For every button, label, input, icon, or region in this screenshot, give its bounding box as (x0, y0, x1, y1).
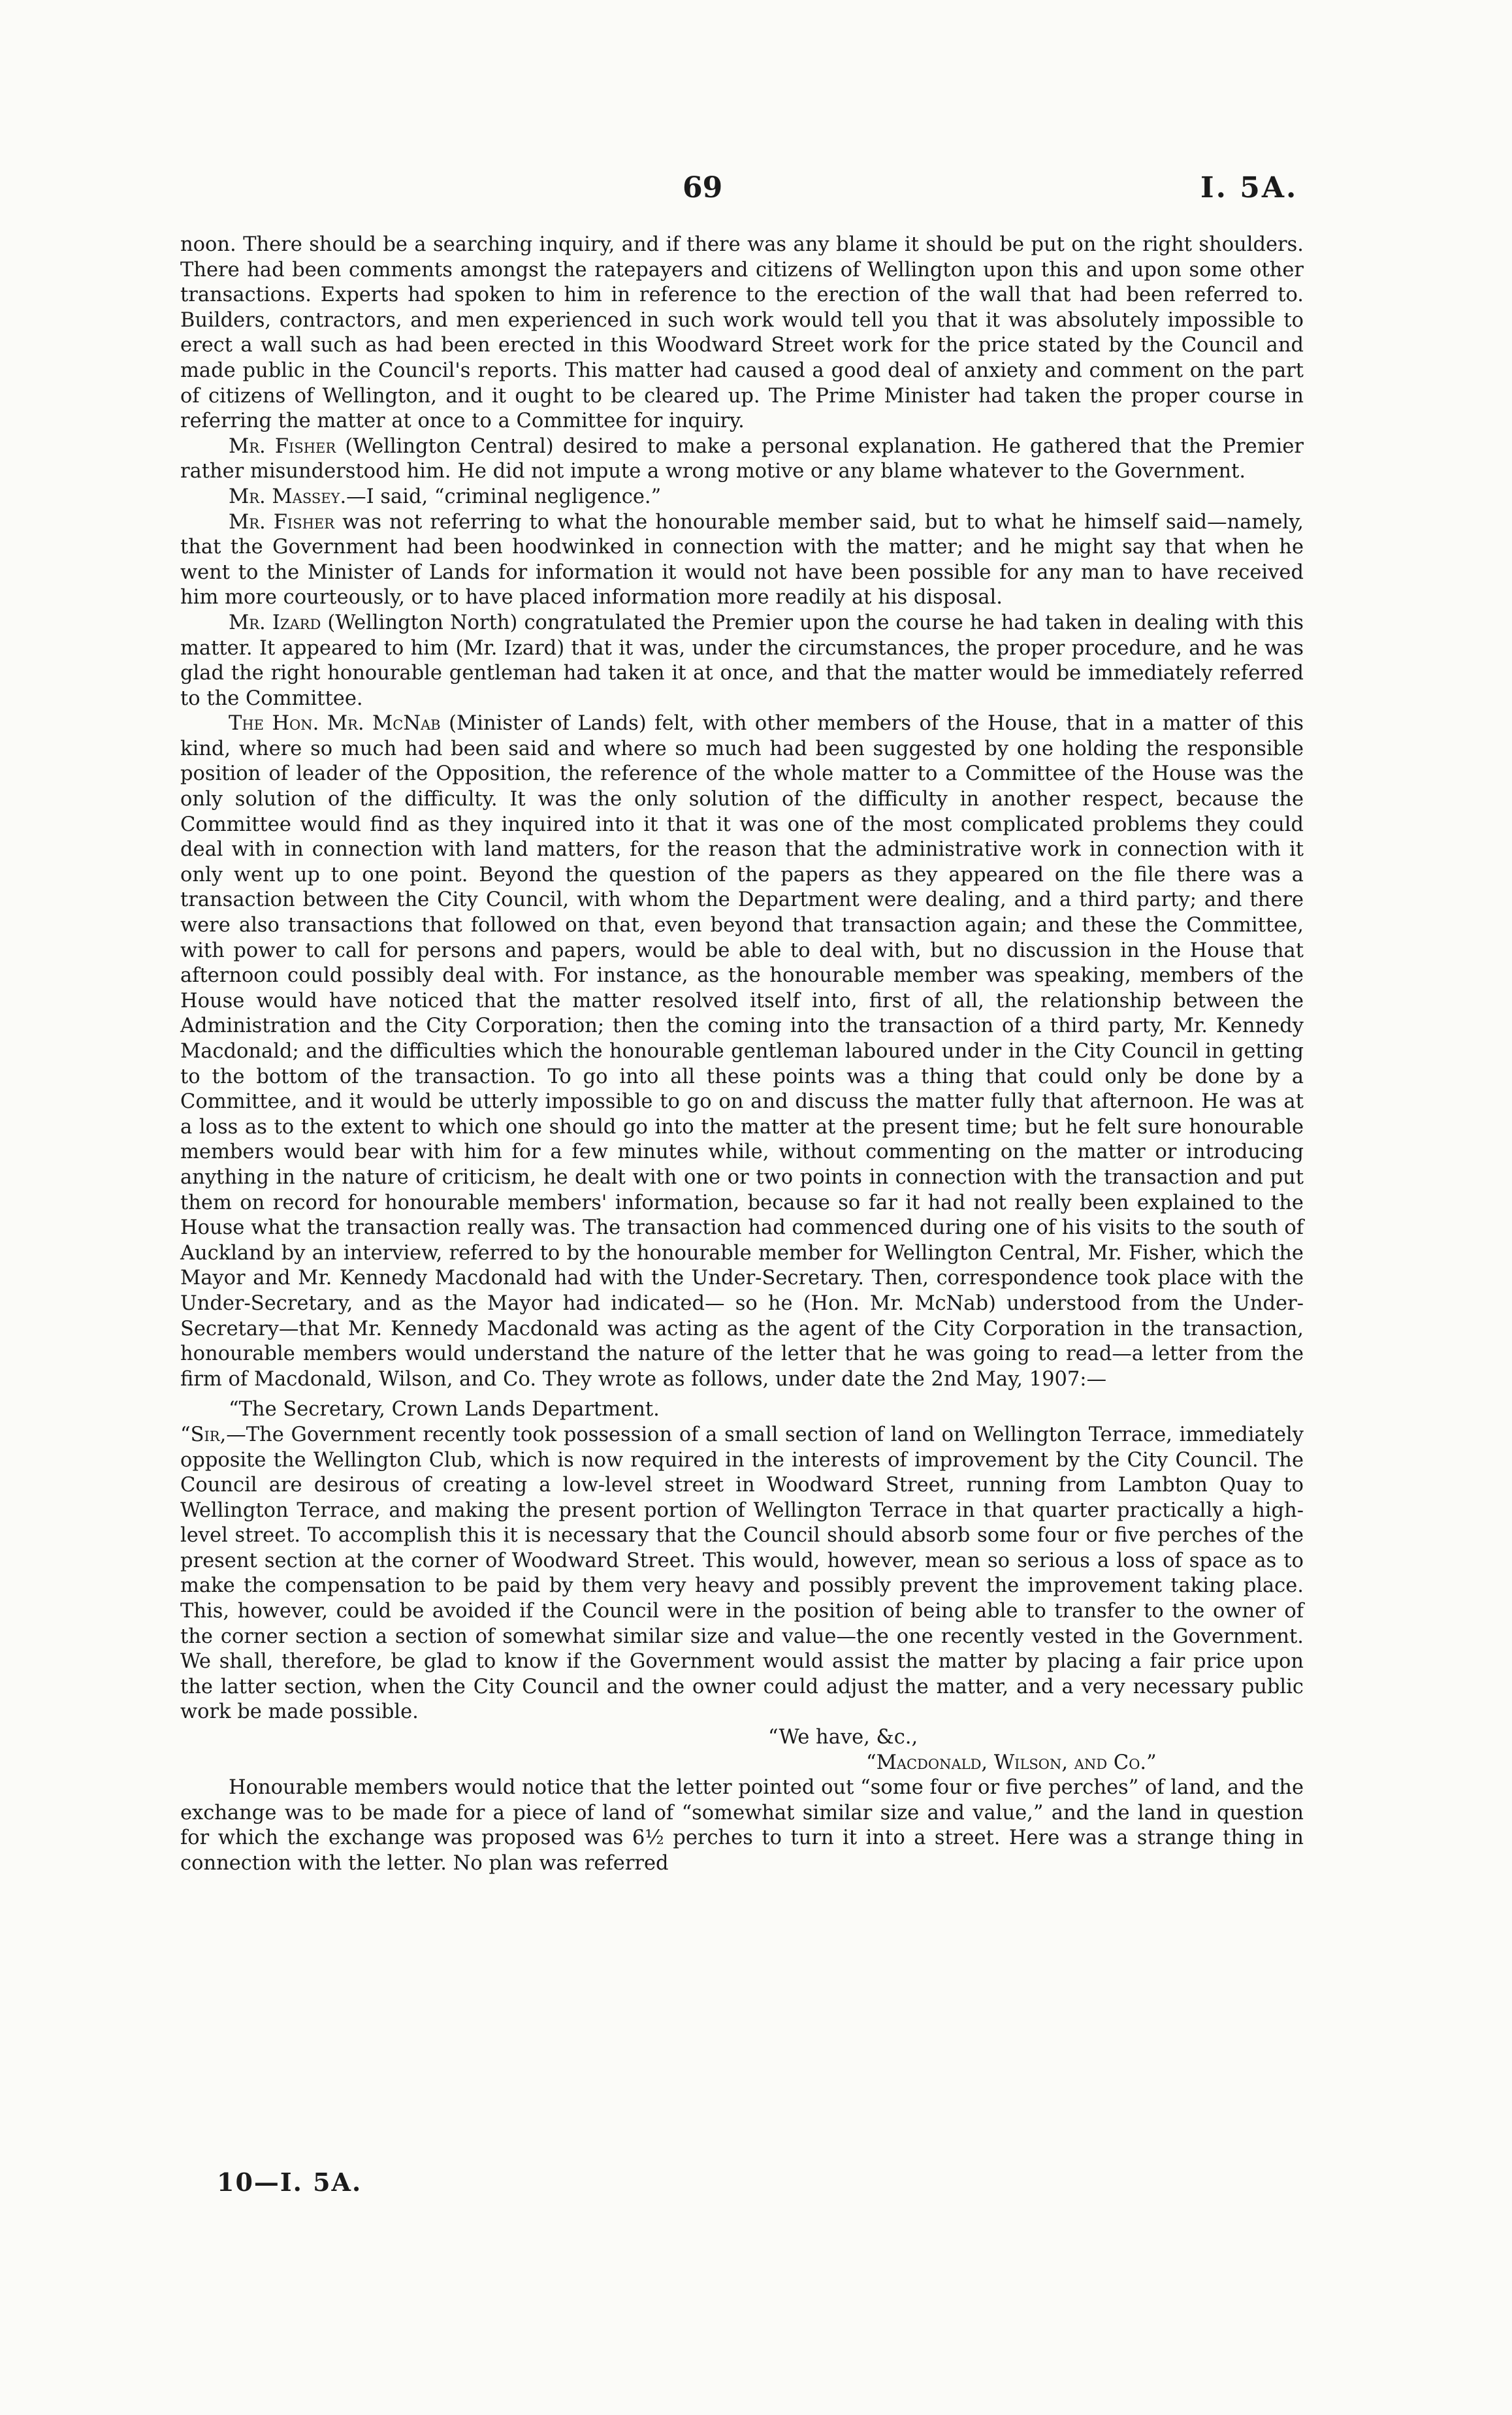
letter-text: ,—The Government recently took possession of a small section of land on Wellington Terrace, immediately opposite the Wellington Club, which is now required in the interests of improvement by the City Council. The Council are desirous of creating a low-level street in Woodward Street, running from Lambton Quay to Wellington Terrace, and making the present portion of Wellington Terrace in that quarter practically a high-level street. To accomplish this it is necessary that the Council should absorb some four or five perches of the present section at the corner of Woodward Street. This would, however, mean so serious a loss of space as to make the compensation to be paid by them very heavy and possibly prevent the improvement taking place. This, however, could be avoided if the Council were in the position of being able to transfer to the owner of the corner section a section of somewhat similar size and value—the one recently vested in the Government. We shall, therefore, be glad to know if the Government would assist the matter by placing a fair price upon the latter section, when the City Council and the owner could adjust the matter, and a very necessary public work be made possible. (180, 1423, 1304, 1724)
paragraph-text: (Wellington North) congratulated the Premier upon the course he had taken in dealing with this matter. It appeared to him (Mr. Izard) that it was, under the circumstances, the proper procedure, and he was glad the right honourable gentleman had taken it at once, and that the matter would be immediately referred to the Committee. (180, 611, 1304, 710)
speaker-name: Mr. Fisher (229, 510, 335, 534)
paragraph-2 (180, 434, 1304, 485)
speaker-name: Mr. Fisher (229, 434, 336, 458)
paragraph-6 (180, 711, 1304, 1392)
paragraph-closing: Honourable members would notice that the letter pointed out “some four or five perches” of land, and the exchange was to be made for a piece of land of “somewhat similar size and value,” and the land in question for which the exchange was proposed was 6½ perches to turn it into a street. Here was a strange thing in connection with the letter. No plan was referred (180, 1776, 1304, 1875)
paragraph-3 (180, 485, 1304, 510)
letter-salutation: “Sir (180, 1423, 220, 1446)
page-number: 69 (683, 171, 723, 204)
paragraph-text: .—I said, “criminal negligence.” (340, 485, 662, 508)
speaker-name: The Hon. Mr. McNab (229, 712, 441, 736)
paragraph-text: was not referring to what the honourable member said, but to what he himself said—namely, that the Government had been hoodwinked in connection with the matter; and he might say that when he went to the Minister of Lands for information it would not have been possible for any man to have received him more courteously, or to have placed information more readily at his disposal. (180, 510, 1304, 609)
paragraph-5 (180, 611, 1304, 711)
document-code: I. 5A. (1200, 171, 1298, 204)
body-text (180, 233, 1304, 1877)
signature-mark: 10—I. 5A. (217, 2167, 362, 2197)
letter-addressee: “The Secretary, Crown Lands Department. (229, 1398, 660, 1421)
paragraph-4 (180, 510, 1304, 611)
speaker-name: Mr. Massey (229, 485, 340, 508)
letter-signature: “Macdonald, Wilson, and Co.” (866, 1751, 1157, 1774)
letter-closing: “We have, &c., (768, 1726, 918, 1749)
paragraph-text: noon. There should be a searching inquiry, and if there was any blame it should be put on the right shoulders. There had been comments amongst the ratepayers and citizens of Wellington upon this and upon some other transactions. Experts had spoken to him in reference to the erection of the wall that had been referred to. Builders, contractors, and men experienced in such work would tell you that it was absolutely impossible to erect a wall such as had been erected in this Woodward Street work for the price stated by the Council and made public in the Council's reports. This matter had caused a good deal of anxiety and comment on the part of citizens of Wellington, and it ought to be cleared up. The Prime Minister had taken the proper course in referring the matter at once to a Committee for inquiry. (180, 233, 1304, 433)
letter-body (180, 1423, 1304, 1725)
paragraph-text: (Minister of Lands) felt, with other members of the House, that in a matter of this kind, where so much had been said and where so much had been suggested by one holding the responsible position of leader of the Opposition, the reference of the whole matter to a Committee of the House was the only solution of the difficulty. It was the only solution of the difficulty in another respect, because the Committee would find as they inquired into it that it was one of the most complicated problems they could deal with in connection with land matters, for the reason that the administrative work in connection with it only went up to one point. Beyond the question of the papers as they appeared on the file there was a transaction between the City Council, with whom the Department were dealing, and a third party; and there were also transactions that followed on that, even beyond that transaction again; and these the Committee, with power to call for persons and papers, would be able to deal with, but no discussion in the House that afternoon could possibly deal with. For instance, as the honourable member was speaking, members of the House would have noticed that the matter resolved itself into, first of all, the relationship between the Administration and the City Corporation; then the coming into the transaction of a third party, Mr. Kennedy Macdonald; and the difficulties which the honourable gentleman laboured under in the City Council in getting to the bottom of the transaction. To go into all these points was a thing that could only be done by a Committee, and it would be utterly impossible to go on and discuss the matter fully that afternoon. He was at a loss as to the extent to which one should go into the matter at the present time; but he felt sure honourable members would bear with him for a few minutes while, without commenting on the matter or introducing anything in the nature of criticism, he dealt with one or two points in connection with the transaction and put them on record for honourable members' information, because so far it had not really been explained to the House what the transaction really was. The transaction had commenced during one of his visits to the south of Auckland by an interview, referred to by the honourable member for Wellington Central, Mr. Fisher, which the Mayor and Mr. Kennedy Macdonald had with the Under-Secretary. Then, correspondence took place with the Under-Secretary, and as the Mayor had indicated— so he (Hon. Mr. McNab) understood from the Under-Secretary—that Mr. Kennedy Macdonald was acting as the agent of the City Corporation in the transaction, honourable members would understand the nature of the letter that he was going to read—a letter from the firm of Macdonald, Wilson, and Co. They wrote as follows, under date the 2nd May, 1907:— (180, 712, 1304, 1391)
paragraph-text: (Wellington Central) desired to make a personal explanation. He gathered that the Premier rather misunderstood him. He did not impute a wrong motive or any blame whatever to the Government. (180, 434, 1304, 483)
paragraph-1 (180, 233, 1304, 434)
speaker-name: Mr. Izard (229, 611, 321, 634)
